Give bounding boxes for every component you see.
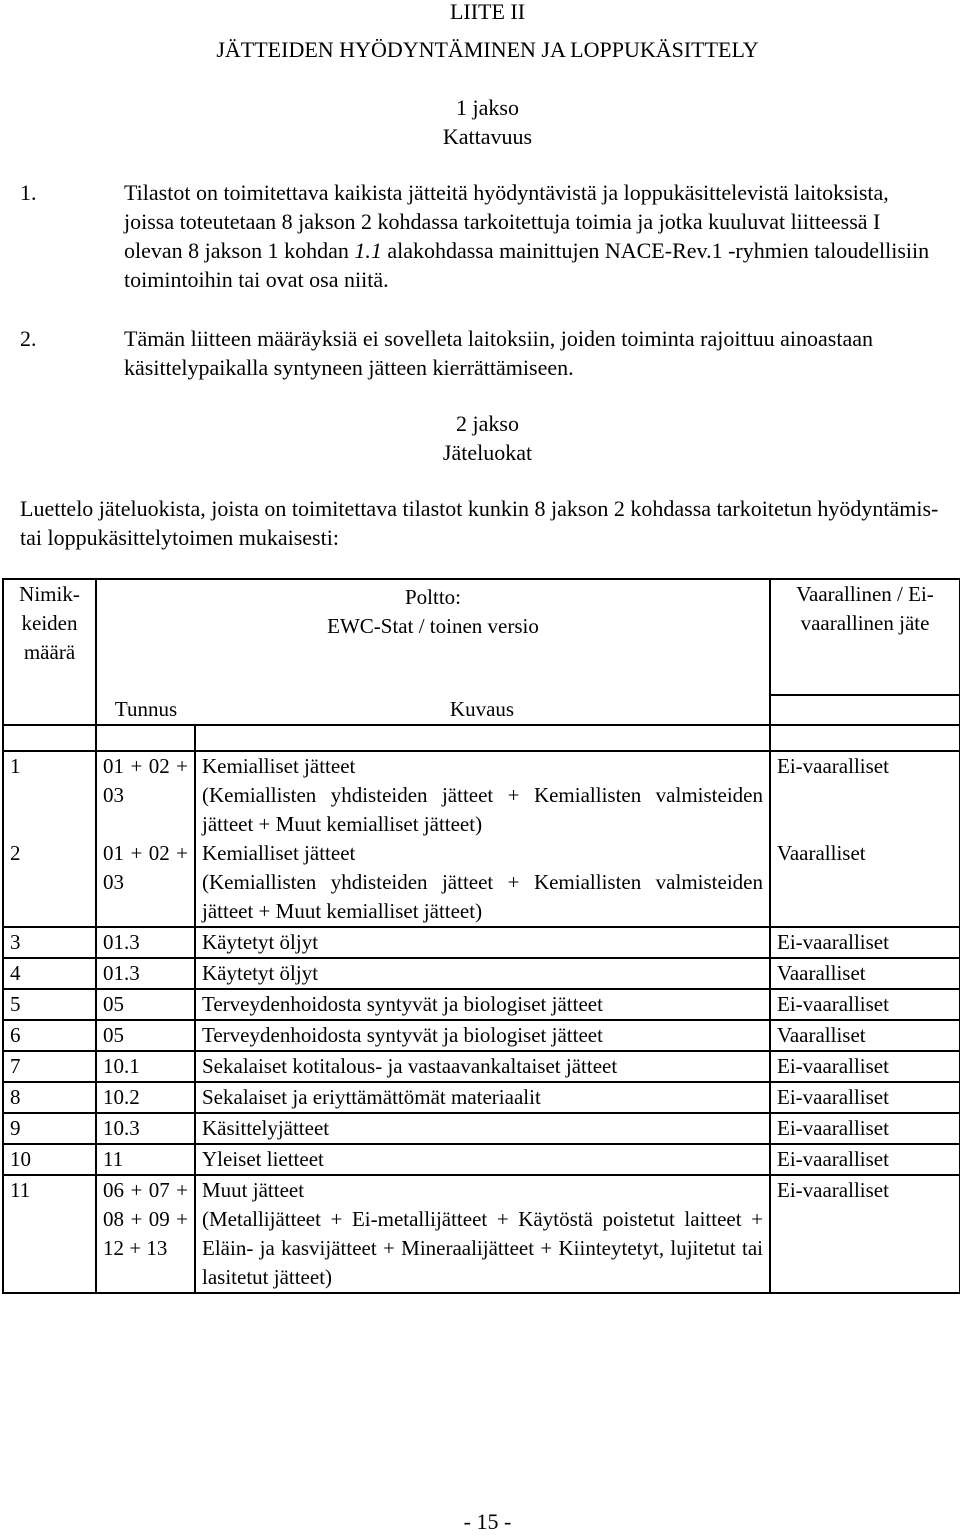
header-empty-cell [770,695,960,725]
header-tunnus: Tunnus [96,695,195,725]
row-detail: (Kemiallisten yhdisteiden jätteet + Kemiallisten valmisteiden jätteet + Muut kemialliset jätteet) [202,870,763,923]
row-code: 10.3 [96,1113,195,1144]
row-description [195,751,770,839]
row-title: Käsittelyjätteet [195,1113,770,1144]
row-number: 10 [3,1144,96,1175]
row-number: 7 [3,1051,96,1082]
page-number: - 15 - [463,1509,512,1534]
row-detail: (Metallijätteet + Ei-metallijätteet + Käytöstä poistetut laitteet + Eläin- ja kasvijätteet + Mineraalijätteet + Kiinteytetyt, lujitetut tai lasitetut jätteet) [202,1207,763,1289]
row-code: 01 + 02 + 03 [96,839,195,927]
row-title: Terveydenhoidosta syntyvät ja biologiset jätteet [195,989,770,1020]
row-title: Kemialliset jätteet [202,754,356,778]
section-1-heading: Kattavuus [442,124,533,149]
spacer-cell [770,725,960,751]
row-hazard: Ei-vaaralliset [770,1113,960,1144]
row-title: Käytetyt öljyt [195,958,770,989]
row-hazard: Ei-vaaralliset [770,1144,960,1175]
header-ewc-group [96,579,770,695]
section-2-intro: Luettelo jäteluokista, joista on toimitettava tilastot kunkin 8 jakson 2 kohdassa tarkoitetun hyödyntämis- tai loppukäsittelytoimen mukaisesti: [20,496,939,550]
row-code: 01 + 02 + 03 [96,751,195,839]
row-title: Kemialliset jätteet [202,841,356,865]
paragraph-1-text-b: alakohdassa mainittujen NACE-Rev.1 -ryhmien taloudellisiin toimintoihin tai ovat osa niitä. [124,238,930,292]
section-2-heading: Jäteluokat [442,440,533,465]
row-hazard: Ei-vaaralliset [770,989,960,1020]
table-row [3,1113,960,1144]
row-number: 2 [3,839,96,927]
spacer-cell [3,725,96,751]
row-title: Terveydenhoidosta syntyvät ja biologiset jätteet [195,1020,770,1051]
table-row [3,1082,960,1113]
row-code: 01.3 [96,958,195,989]
row-code: 05 [96,989,195,1020]
row-number: 6 [3,1020,96,1051]
row-number: 9 [3,1113,96,1144]
row-title: Yleiset lietteet [195,1144,770,1175]
paragraph-1 [124,178,944,294]
table-header-row-2 [3,695,960,725]
row-number: 4 [3,958,96,989]
page-title: JÄTTEIDEN HYÖDYNTÄMINEN JA LOPPUKÄSITTELY [216,37,759,62]
row-code: 11 [96,1144,195,1175]
table-row [3,839,960,927]
table-header-row-1 [3,579,960,695]
row-title: Muut jätteet [202,1178,305,1202]
table-row [3,1144,960,1175]
header-kuvaus: Kuvaus [195,695,770,725]
row-hazard: Vaaralliset [770,839,960,927]
paragraph-1-number: 1. [20,180,37,205]
row-title: Sekalaiset kotitalous- ja vastaavankaltaiset jätteet [195,1051,770,1082]
row-hazard: Ei-vaaralliset [770,927,960,958]
row-code: 06 + 07 + 08 + 09 + 12 + 13 [96,1175,195,1293]
paragraph-2-number: 2. [20,326,37,351]
table-row [3,1175,960,1293]
spacer-cell [96,725,195,751]
paragraph-2: Tämän liitteen määräyksiä ei sovelleta laitoksiin, joiden toiminta rajoittuu ainoastaan käsittelypaikalla syntyneen jätteen kierrättämiseen. [124,326,873,380]
row-code: 10.1 [96,1051,195,1082]
table-row [3,751,960,839]
header-ewc: EWC-Stat / toinen versio [327,614,539,638]
row-code: 01.3 [96,927,195,958]
waste-category-table [2,578,960,1294]
table-row [3,989,960,1020]
spacer-cell [195,725,770,751]
table-row [3,958,960,989]
appendix-label: LIITE II [449,0,526,24]
row-title: Sekalaiset ja eriyttämättömät materiaalit [195,1082,770,1113]
table-row [3,1051,960,1082]
row-title: Käytetyt öljyt [195,927,770,958]
header-poltto: Poltto: [404,585,462,609]
row-hazard: Ei-vaaralliset [770,1051,960,1082]
header-hazard: Vaarallinen / Ei-vaarallinen jäte [770,579,960,695]
row-hazard: Vaaralliset [770,958,960,989]
section-1-number: 1 jakso [456,95,519,120]
row-code: 10.2 [96,1082,195,1113]
row-description [195,1175,770,1293]
row-hazard: Ei-vaaralliset [770,1082,960,1113]
row-number: 11 [3,1175,96,1293]
row-code: 05 [96,1020,195,1051]
row-number: 8 [3,1082,96,1113]
table-spacer-row [3,725,960,751]
row-number: 1 [3,751,96,839]
row-detail: (Kemiallisten yhdisteiden jätteet + Kemiallisten valmisteiden jätteet + Muut kemialliset jätteet) [202,783,763,836]
paragraph-1-text-a: Tilastot on toimitettava kaikista jätteitä hyödyntävistä ja loppukäsittelevistä laitoksista, joissa toteutetaan 8 jakson 2 kohdassa tarkoitettuja toimia ja jotka kuuluvat liitteessä I olevan 8 jakson 1 kohdan [124,180,889,263]
row-number: 5 [3,989,96,1020]
row-number: 3 [3,927,96,958]
table-row [3,1020,960,1051]
section-2-number: 2 jakso [456,411,519,436]
row-hazard: Ei-vaaralliset [770,751,960,839]
row-hazard: Ei-vaaralliset [770,1175,960,1293]
table-row [3,927,960,958]
row-description [195,839,770,927]
row-hazard: Vaaralliset [770,1020,960,1051]
header-item-count: Nimik-keiden määrä [3,579,96,725]
paragraph-1-italic-ref: 1.1 [354,238,382,263]
